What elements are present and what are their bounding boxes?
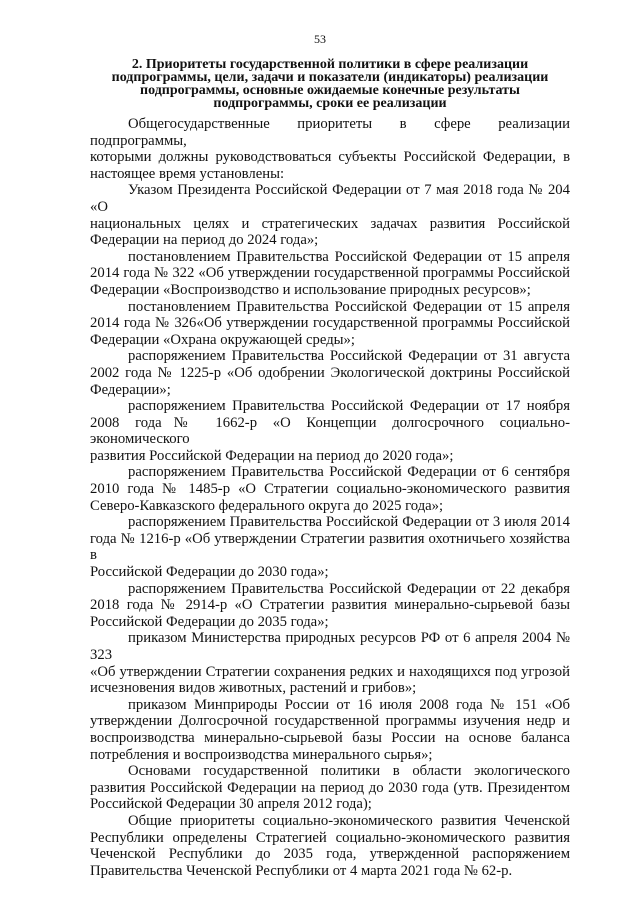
paragraph-line: распоряжением Правительства Российской Федерации от 17 ноября [128, 398, 570, 415]
paragraph [90, 697, 570, 763]
paragraph-line: 2002 года № 1225-р «Об одобрении Экологической доктрины Российской [90, 364, 570, 381]
paragraph-line: Российской Федерации до 2030 года»; [90, 564, 329, 581]
heading-line: 2. Приоритеты государственной политики в сфере реализации [131, 57, 529, 72]
paragraph-line: которыми должны руководствоваться субъекты Российской Федерации, в [90, 149, 570, 166]
paragraph-line: Федерации»; [90, 381, 171, 398]
paragraph [90, 630, 570, 696]
paragraph-line: года № 1216-р «Об утверждении Стратегии развития охотничьего хозяйства в [90, 530, 570, 564]
paragraph-line: потребления и воспроизводства минерального сырья»; [90, 746, 433, 763]
paragraph-line: настоящее время установлены: [90, 165, 285, 182]
paragraph-line: Общегосударственные приоритеты в сфере реализации подпрограммы, [90, 116, 570, 149]
paragraph [90, 464, 570, 514]
paragraph-line: «Об утверждении Стратегии сохранения редких и находящихся под угрозой [90, 663, 570, 680]
section-heading [80, 58, 580, 110]
paragraph-line: приказом Минприроды России от 16 июля 2008 года № 151 «Об [128, 696, 570, 713]
paragraph [90, 249, 570, 299]
paragraph-line: Федерации «Воспроизводство и использование природных ресурсов»; [90, 281, 531, 298]
paragraph [90, 182, 570, 248]
page-number: 53 [314, 32, 326, 46]
paragraph-line: приказом Министерства природных ресурсов РФ от 6 апреля 2004 № 323 [90, 630, 570, 663]
paragraph-line: Северо-Кавказского федерального округа до 2025 года»; [90, 497, 444, 514]
paragraph-line: Российской Федерации 30 апреля 2012 года); [90, 796, 372, 813]
paragraph-line: утверждении Долгосрочной государственной программы изучения недр и [90, 713, 570, 730]
paragraph-line: распоряжением Правительства Российской Федерации от 3 июля 2014 [128, 514, 570, 531]
paragraph-line: постановлением Правительства Российской Федерации от 15 апреля [128, 298, 570, 315]
paragraph-line: развития Российской Федерации на период до 2020 года»; [90, 447, 454, 464]
paragraph-line: Чеченской Республики до 2035 года, утвержденной распоряжением [90, 846, 570, 863]
paragraph-line: постановлением Правительства Российской Федерации от 15 апреля [128, 248, 570, 265]
paragraph-line: Указом Президента Российской Федерации от 7 мая 2018 года № 204 «О [90, 182, 570, 215]
paragraph-line: Российской Федерации до 2035 года»; [90, 613, 329, 630]
paragraph-line: 2014 года № 326«Об утверждении государственной программы Российской [90, 315, 570, 332]
heading-line: подпрограммы, сроки ее реализации [213, 96, 447, 111]
paragraph-line: 2018 года № 2914-р «О Стратегии развития минерально-сырьевой базы [90, 597, 570, 614]
heading-line: подпрограммы, основные ожидаемые конечные результаты [140, 83, 520, 98]
body-text [90, 116, 570, 879]
paragraph [90, 813, 570, 879]
paragraph-line: Федерации «Охрана окружающей среды»; [90, 331, 355, 348]
paragraph [90, 763, 570, 813]
paragraph [90, 398, 570, 464]
paragraph-line: распоряжением Правительства Российской Федерации от 22 декабря [128, 580, 570, 597]
paragraph-line: 2008 года№ 1662-р «О Концепции долгосрочного социально-экономического [90, 414, 570, 448]
paragraph-line: 2010 года № 1485-р «О Стратегии социально-экономического развития [90, 481, 570, 498]
paragraph-line: Федерации на период до 2024 года»; [90, 232, 319, 249]
paragraph-line: распоряжением Правительства Российской Федерации от 31 августа [128, 348, 570, 365]
paragraph-line: национальных целях и стратегических задачах развития Российской [90, 215, 570, 232]
paragraph-line: 2014 года № 322 «Об утверждении государственной программы Российской [90, 265, 570, 282]
paragraph-line: исчезновения видов животных, растений и грибов»; [90, 680, 417, 697]
paragraph-line: развития Российской Федерации на период до 2030 года (утв. Президентом [90, 779, 570, 796]
heading-line: подпрограммы, цели, задачи и показатели (индикаторы) реализации [111, 70, 549, 85]
paragraph [90, 299, 570, 349]
paragraph [90, 514, 570, 580]
paragraph-line: Основами государственной политики в области экологического [128, 763, 570, 780]
paragraph [90, 116, 570, 182]
paragraph-line: Правительства Чеченской Республики от 4 марта 2021 года № 62-р. [90, 862, 513, 879]
paragraph [90, 348, 570, 398]
paragraph-line: Республики определены Стратегией социально-экономического развития [90, 829, 570, 846]
paragraph [90, 581, 570, 631]
paragraph-line: воспроизводства минерально-сырьевой базы России на основе баланса [90, 729, 570, 746]
paragraph-line: распоряжением Правительства Российской Федерации от 6 сентября [128, 464, 570, 481]
paragraph-line: Общие приоритеты социально-экономического развития Чеченской [128, 812, 570, 829]
